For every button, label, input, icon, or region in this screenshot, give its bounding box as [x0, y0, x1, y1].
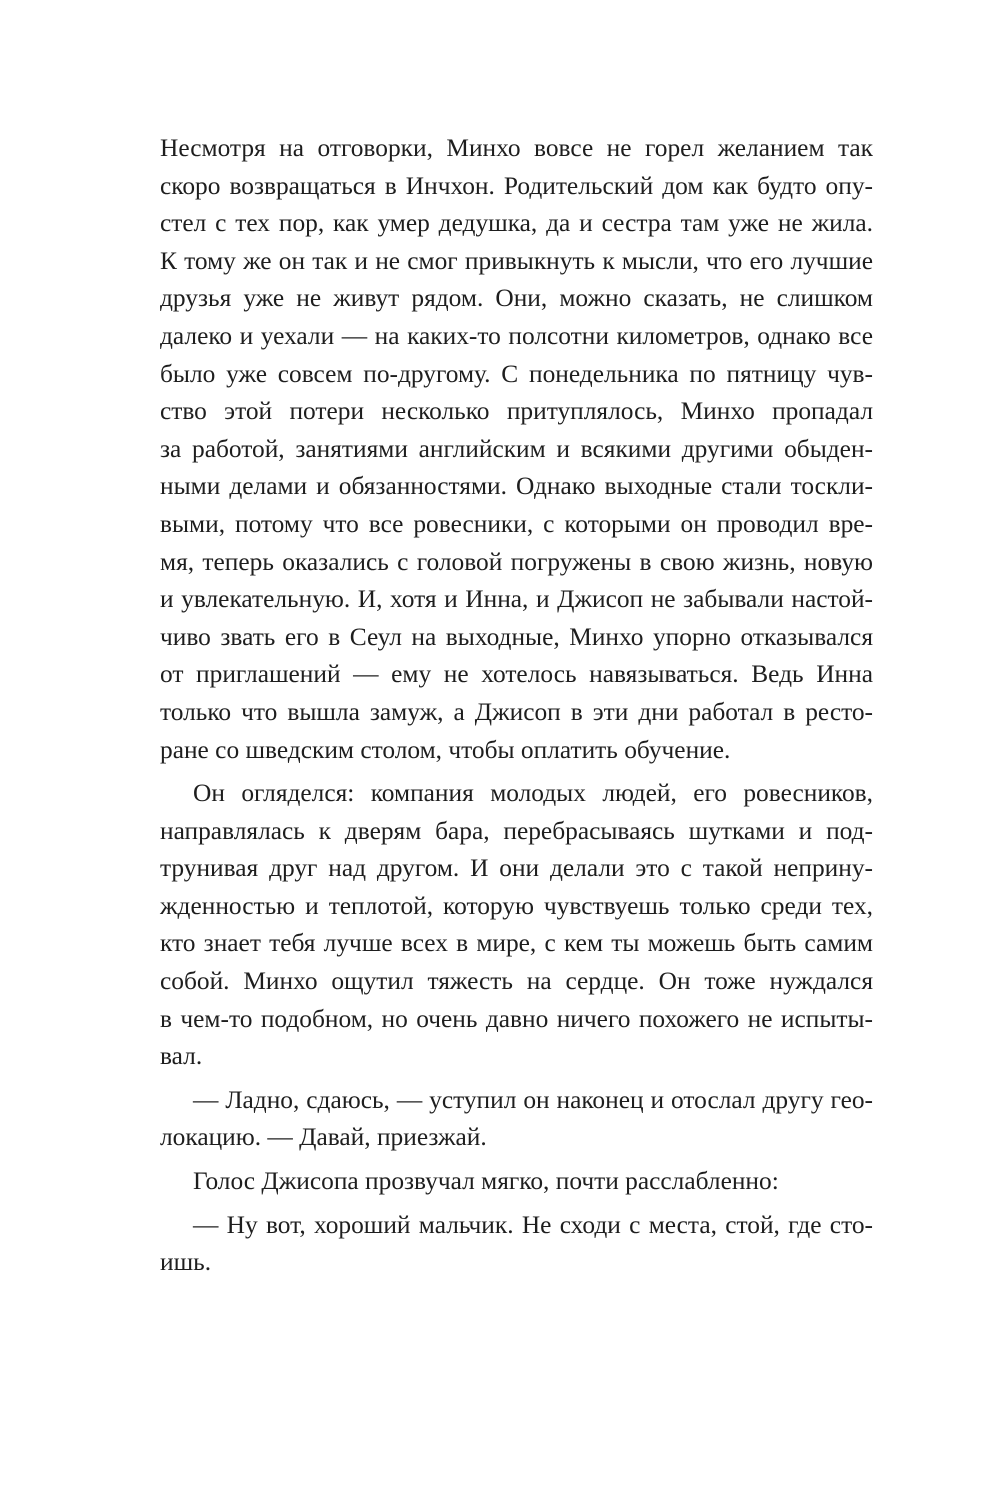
text-line: ными делами и обязанностями. Однако выходные стали тоскли-	[160, 472, 873, 501]
text-line: собой. Минхо ощутил тяжесть на сердце. Он тоже нуждался	[160, 967, 873, 996]
text-line: от приглашений — ему не хотелось навязываться. Ведь Инна	[160, 660, 873, 689]
text-line: за работой, занятиями английским и всякими другими обыден-	[160, 434, 873, 463]
text-line: Несмотря на отговорки, Минхо вовсе не горел желанием так	[160, 134, 873, 162]
book-page	[160, 130, 873, 1282]
paragraph	[160, 1163, 873, 1201]
text-line: Голос Джисопа прозвучал мягко, почти расслабленно:	[193, 1167, 779, 1196]
paragraph	[160, 775, 873, 1076]
text-line: далеко и уехали — на каких-то полсотни километров, однако все	[160, 321, 873, 350]
text-line: ство этой потери несколько притуплялось, Минхо пропадал	[160, 397, 873, 426]
text-line: ишь.	[160, 1248, 212, 1277]
text-line: направлялась к дверям бара, перебрасываясь шутками и под-	[160, 816, 873, 845]
text-line: чиво звать его в Сеул на выходные, Минхо упорно отказывался	[160, 622, 873, 651]
text-line: — Ладно, сдаюсь, — уступил он наконец и отослал другу гео-	[193, 1085, 873, 1114]
text-line: скоро возвращаться в Инчхон. Родительский дом как будто опу-	[160, 171, 873, 200]
text-line: локацию. — Давай, приезжай.	[160, 1123, 487, 1152]
text-line: — Ну вот, хороший мальчик. Не сходи с места, стой, где сто-	[193, 1210, 873, 1239]
text-line: выми, потому что все ровесники, с которыми он проводил вре-	[160, 509, 873, 538]
text-line: стел с тех пор, как умер дедушка, да и сестра там уже не жила.	[160, 209, 873, 238]
text-line: вал.	[160, 1042, 203, 1071]
text-line: Он огляделся: компания молодых людей, его ровесников,	[193, 779, 873, 808]
text-line: жденностью и теплотой, которую чувствуешь только среди тех,	[160, 891, 873, 920]
text-line: друзья уже не живут рядом. Они, можно сказать, не слишком	[160, 284, 873, 313]
text-line: и увлекательную. И, хотя и Инна, и Джисоп не забывали настой-	[160, 585, 873, 614]
text-line: кто знает тебя лучше всех в мире, с кем ты можешь быть самим	[160, 929, 873, 958]
text-line: в чем-то подобном, но очень давно ничего похожего не испыты-	[160, 1004, 873, 1033]
text-line: К тому же он так и не смог привыкнуть к мысли, что его лучшие	[160, 246, 873, 275]
text-line: только что вышла замуж, а Джисоп в эти дни работал в ресто-	[160, 697, 873, 726]
text-line: мя, теперь оказались с головой погружены в свою жизнь, новую	[160, 547, 873, 576]
text-line: ране со шведским столом, чтобы оплатить обучение.	[160, 735, 731, 764]
text-line: было уже совсем по-другому. С понедельника по пятницу чув-	[160, 359, 873, 388]
paragraph	[160, 1207, 873, 1282]
paragraph	[160, 130, 873, 769]
paragraph	[160, 1082, 873, 1157]
text-line: трунивая друг над другом. И они делали это с такой неприну-	[160, 854, 873, 883]
